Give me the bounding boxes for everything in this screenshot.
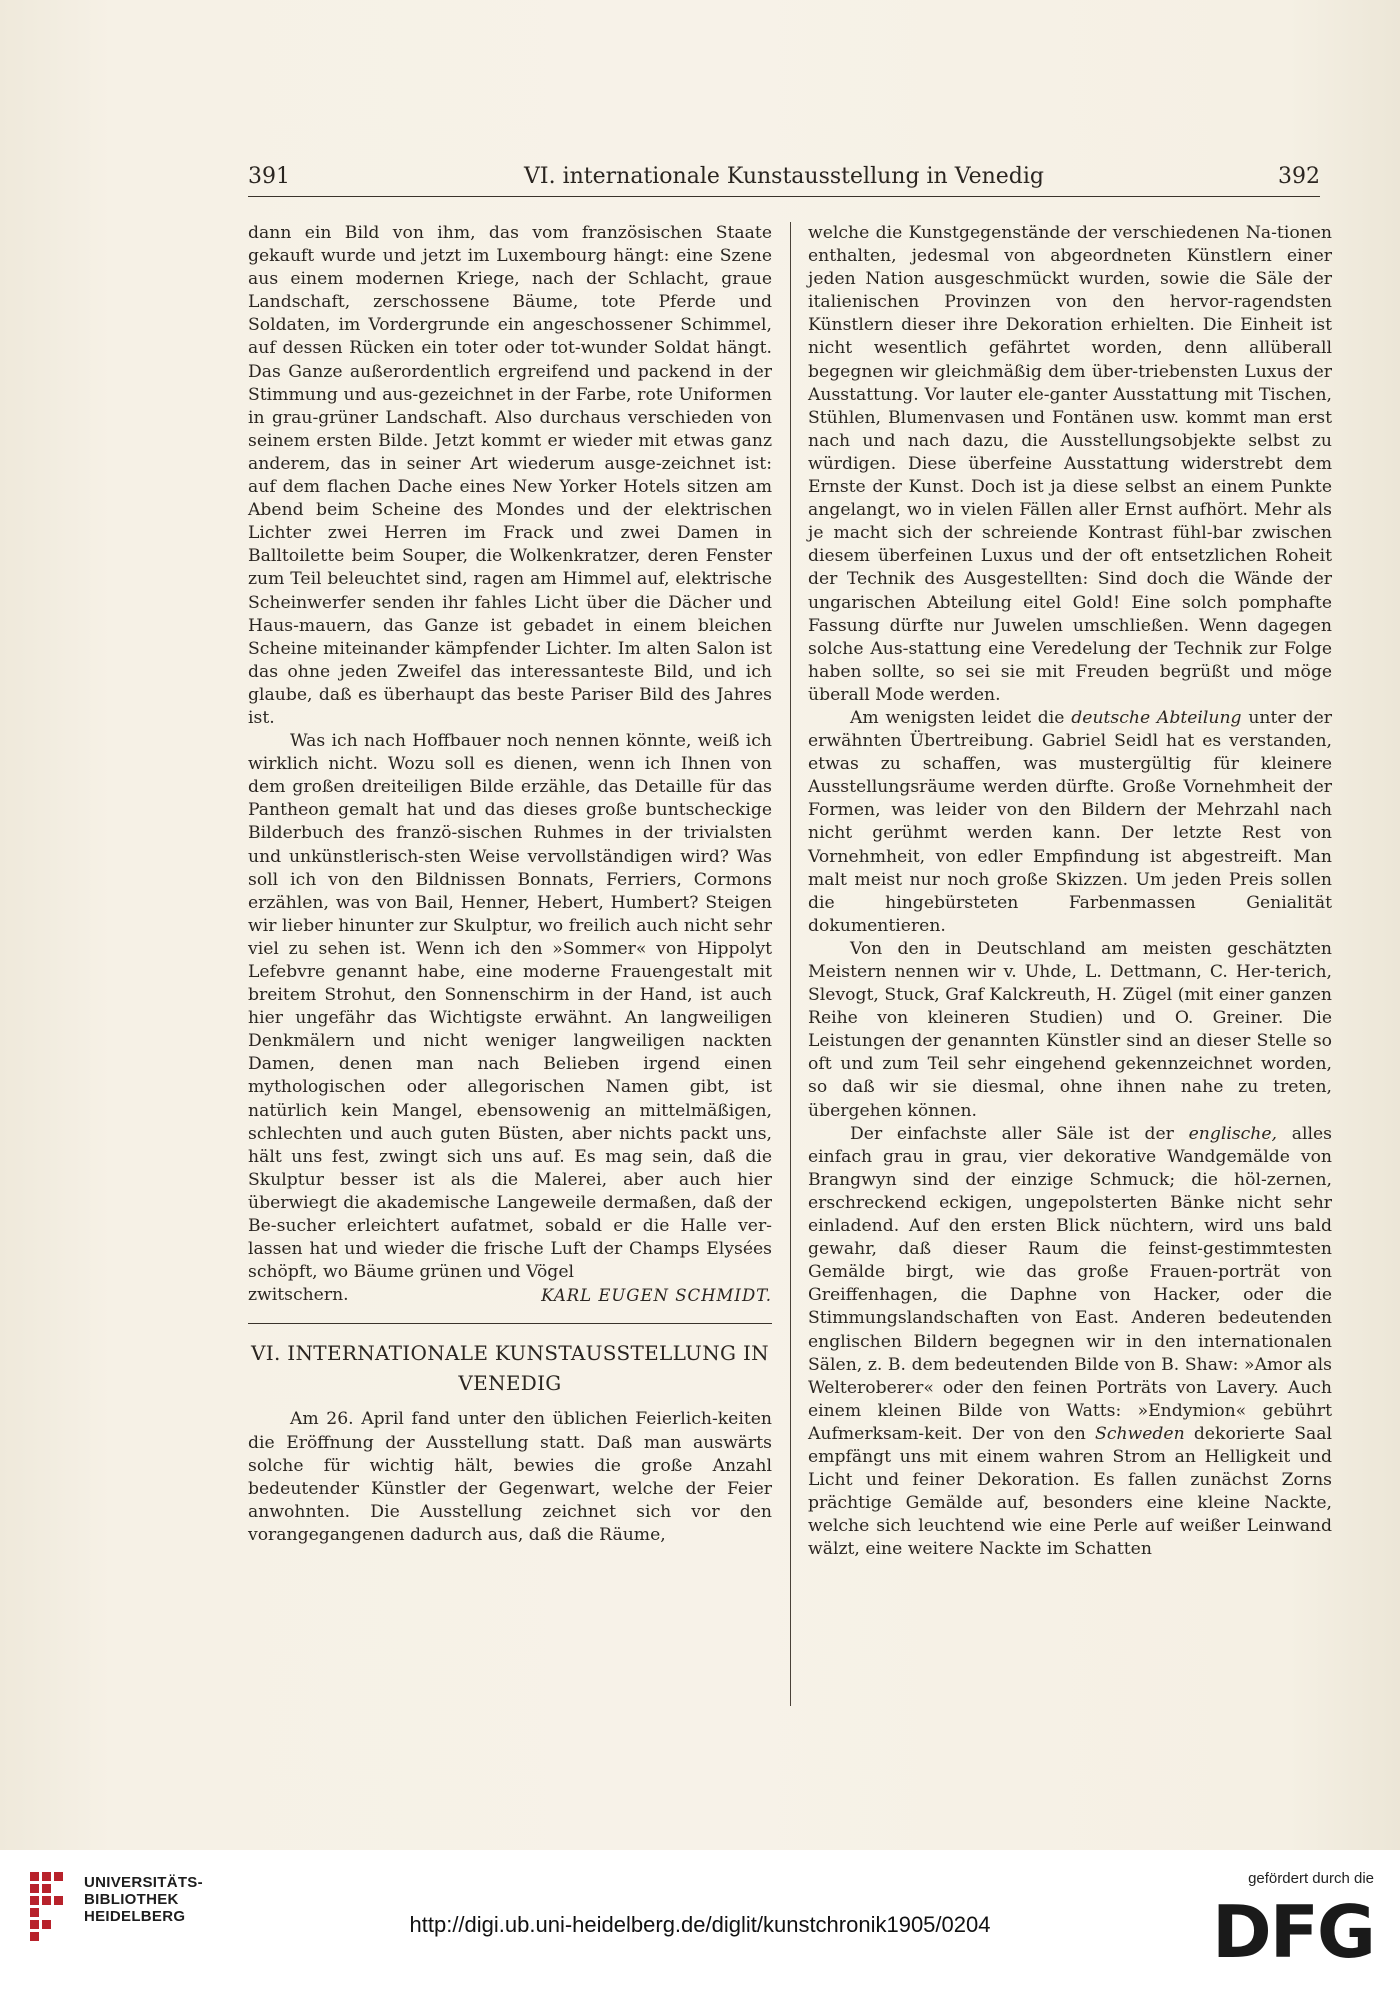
- text-run: dekorierte Saal empfängt uns mit einem wahren Strom an Helligkeit und Licht und feiner Dekoration. Es fallen zunächst Zorns prächtige Gemälde auf, besonders eine kleine Nackte, welche sich leuchtend wie eine Perle auf weißer Leinwand wälzt, eine weitere Nackte im Schatten: [808, 1423, 1333, 1560]
- paragraph: Was ich nach Hoffbauer noch nennen könnte, weiß ich wirklich nicht. Wozu soll es dienen, wenn ich Ihnen von dem großen dreiteiligen Bilde erzähle, das Detaille für das Pantheon gemalt hat und das dieses große buntscheckige Bilderbuch des franzö-sischen Ruhmes in der trivialsten und unkünstlerisch-sten Weise vervollständigen wird? Was soll ich von den Bildnissen Bonnats, Ferriers, Cormons erzählen, was von Bail, Henner, Hebert, Humbert? Steigen wir lieber hinunter zur Skulptur, wo freilich auch nicht sehr viel zu sehen ist. Wenn ich den »Sommer« von Hippolyt Lefebvre genannt habe, eine moderne Frauengestalt mit breitem Strohut, den Sonnenschirm in der Hand, ist auch hier ungefähr das Wichtigste erwähnt. An langweiligen Denkmälern und nicht weniger langweiligen nackten Damen, denen man nach Belieben irgend einen mythologischen oder allegorischen Namen gibt, ist natürlich kein Mangel, ebensowenig an mittelmäßigen, schlechten und auch guten Büsten, aber nichts packt uns, hält uns fest, zwingt sich uns auf. Es mag sein, daß die Skulptur besser ist als die Malerei, aber auch hier überwiegt die akademische Langeweile dermaßen, daß der Be-sucher erleichtert aufatmet, sobald er die Halle ver-lassen hat und wieder die frische Luft der Champs Elysées schöpft, wo Bäume grünen und Vögel: [248, 731, 772, 1283]
- library-name-line: HEIDELBERG: [84, 1908, 186, 1925]
- source-url-link[interactable]: http://digi.ub.uni-heidelberg.de/diglit/kunstchronik1905/0204: [409, 1912, 991, 1937]
- paragraph: welche die Kunstgegenstände der verschiedenen Na-tionen enthalten, jedesmal von abgeordneten Künstlern einer jeden Nation ausgeschmückt wurden, sowie die Säle der italienischen Provinzen von den hervor-ragendsten Künstlern dieser ihre Dekoration erhielten. Die Einheit ist nicht wesentlich gefährtet worden, denn allüberall begegnen wir gleichmäßig dem über-triebensten Luxus der Ausstattung. Vor lauter ele-ganter Ausstattung mit Tischen, Stühlen, Blumenvasen und Fontänen usw. kommt man erst nach und nach dazu, die Ausstellungsobjekte selbst zu würdigen. Diese überfeine Ausstattung widerstrebt dem Ernste der Kunst. Doch ist ja diese selbst an einem Punkte angelangt, wo in vielen Fällen aller Ernst aufhört. Mehr als je macht sich der schreiende Kontrast fühl-bar zwischen diesem überfeinen Luxus und der oft entsetzlichen Roheit der Technik des Ausgestellten: Sind doch die Wände der ungarischen Abteilung eitel Gold! Eine solch pomphafte Fassung dürfte nur Juwelen umschließen. Wenn dagegen solche Aus-stattung eine Veredelung der Technik zur Folge haben sollte, so sei sie mit Freuden begrüßt und möge überall Mode werden.: [808, 223, 1332, 705]
- paragraph: Am 26. April fand unter den üblichen Feierlich-keiten die Eröffnung der Ausstellung statt. Daß man auswärts solche für wichtig hält, bewies die große Anzahl bedeutender Künstler der Gegenwart, welche der Feier anwohnten. Die Ausstellung zeichnet sich vor den vorangegangenen dadurch aus, daß die Räume,: [248, 1409, 772, 1545]
- dfg-logo: DFG: [1211, 1890, 1374, 1974]
- text-run: Am wenigsten leidet die: [850, 707, 1072, 728]
- paragraph: [808, 707, 1332, 938]
- section-title-line-1: VI. INTERNATIONALE KUNSTAUSSTELLUNG IN: [251, 1341, 769, 1366]
- page-number-left: 391: [248, 164, 290, 189]
- signature-line: [248, 1284, 772, 1307]
- library-name-line: BIBLIOTHEK: [84, 1891, 179, 1908]
- author-signature: KARL EUGEN SCHMIDT.: [541, 1286, 772, 1306]
- text-run: Der einfachste aller Säle ist der: [850, 1123, 1189, 1144]
- paragraph: dann ein Bild von ihm, das vom französischen Staate gekauft wurde und jetzt im Luxembourg hängt: eine Szene aus einem modernen Kriege, nach der Schlacht, graue Landschaft, zerschossene Bäume, tote Pferde und Soldaten, im Vordergrunde ein angeschossener Schimmel, auf dessen Rücken ein toter oder tot-wunder Soldat hängt. Das Ganze außerordentlich ergreifend und packend in der Stimmung und aus-gezeichnet in der Farbe, rote Uniformen in grau-grüner Landschaft. Also durchaus verschieden von seinem ersten Bilde. Jetzt kommt er wieder mit etwas ganz anderem, das in seiner Art wiederum ausge-zeichnet ist: auf dem flachen Dache eines New Yorker Hotels sitzen am Abend beim Scheine des Mondes und der elektrischen Lichter zwei Herren im Frack und zwei Damen in Balltoilette beim Souper, die Wolkenkratzer, deren Fenster zum Teil beleuchtet sind, ragen am Himmel auf, elektrische Scheinwerfer senden ihr fahles Licht über die Dächer und Haus-mauern, das Ganze ist gebadet in einem bleichen Scheine miteinander kämpfender Lichter. Im alten Salon ist das ohne jeden Zweifel das interessanteste Bild, und ich glaube, daß es überhaupt das beste Pariser Bild des Jahres ist.: [248, 223, 772, 728]
- emphasis: deutsche Abteilung: [1071, 707, 1242, 728]
- paragraph-end: zwitschern.: [248, 1285, 349, 1306]
- page-header: [248, 160, 1320, 194]
- section-title-line-2: VENEDIG: [458, 1371, 562, 1396]
- left-column: [248, 222, 772, 1547]
- section-title: [248, 1338, 772, 1398]
- section-rule: [248, 1323, 772, 1324]
- text-run: alles einfach grau in grau, vier dekorative Wandgemälde von Brangwyn sind der einzige Schmuck; die höl-zernen, erschreckend eckigen, ungepolsterten Bänke nicht sehr einladend. Auf den ersten Blick nüchtern, wird uns bald gewahr, daß dieser Raum die feinst-gestimmtesten Gemälde birgt, wie das große Frauen-porträt von Greiffenhagen, die Daphne von Hacker, oder die Stimmungslandschaften von East. Anderen bedeutenden englischen Bildern begegnen wir in den internationalen Sälen, z. B. dem bedeutenden Bilde von B. Shaw: »Amor als Welteroberer« oder den feinen Porträts von Lavery. Auch einem kleinen Bilde von Watts: »Endymion« gebührt Aufmerksam-keit. Der von den: [808, 1123, 1332, 1444]
- funded-by-label: gefördert durch die: [1248, 1870, 1374, 1887]
- column-divider: [790, 222, 791, 1706]
- paragraph: [808, 1123, 1332, 1562]
- paragraph: Von den in Deutschland am meisten geschätzten Meistern nennen wir v. Uhde, L. Dettmann, C. Her-terich, Slevogt, Stuck, Graf Kalckreuth, H. Zügel (mit einer ganzen Reihe von kleineren Studien) und O. Greiner. Die Leistungen der genannten Künstler sind an dieser Stelle so oft und zum Teil sehr eingehend gekennzeichnet worden, so daß wir sie diesmal, ohne ihnen nahe zu treten, übergehen können.: [808, 938, 1332, 1121]
- library-name-line: UNIVERSITÄTS-: [84, 1874, 203, 1891]
- emphasis: englische,: [1188, 1123, 1277, 1144]
- page-number-right: 392: [1278, 164, 1320, 189]
- text-run: unter der erwähnten Übertreibung. Gabriel Seidl hat es verstanden, etwas zu schaffen, was mustergültig für kleinere Ausstellungsräume werden dürfte. Große Vornehmheit der Formen, was leider von den Bildern der Mehrzahl nach nicht gerühmt werden kann. Der letzte Rest von Vornehmheit, von edler Empfindung ist abgestreift. Man malt meist nur noch große Skizzen. Um jeden Preis sollen die hingebürsteten Farbenmassen Genialität dokumentieren.: [808, 707, 1332, 936]
- digitization-footer: [0, 1850, 1400, 1996]
- running-title: VI. internationale Kunstausstellung in Venedig: [524, 164, 1044, 189]
- emphasis: Schweden: [1095, 1423, 1185, 1444]
- header-rule: [248, 196, 1320, 197]
- right-column: [808, 222, 1332, 1561]
